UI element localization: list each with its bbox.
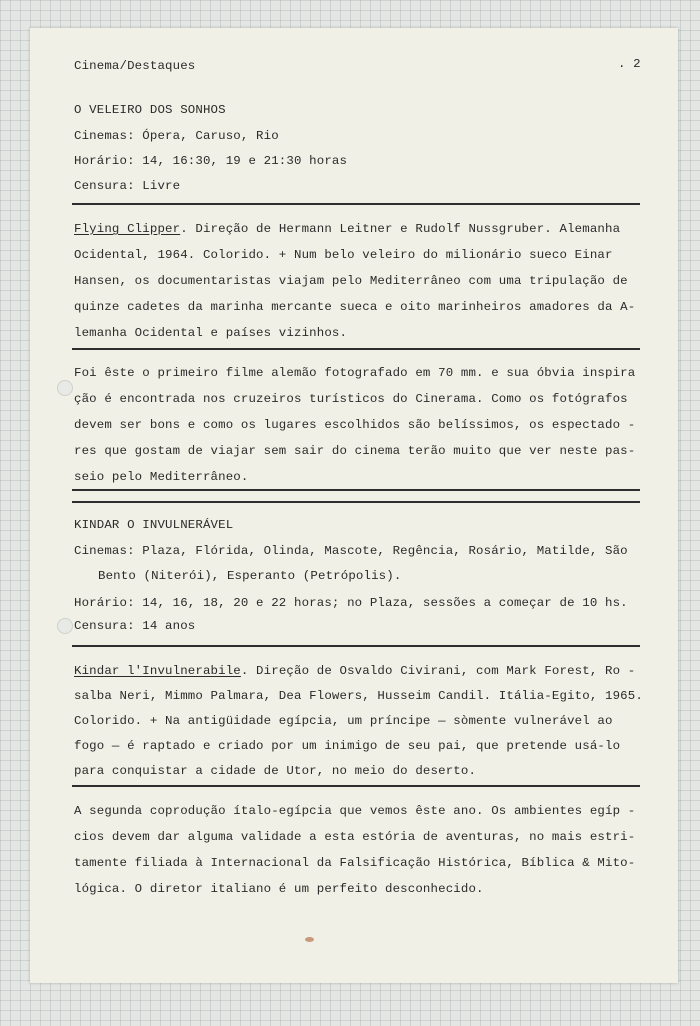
review-line: Foi êste o primeiro filme alemão fotografado em 70 mm. e sua óbvia inspira [74, 366, 636, 380]
paper-stain [305, 937, 314, 942]
synopsis-line: Hansen, os documentaristas viajam pelo Mediterrâneo com uma tripulação de [74, 274, 628, 288]
synopsis-text: . Direção de Osvaldo Civirani, com Mark Forest, Ro - [240, 664, 636, 678]
divider-rule [72, 785, 640, 787]
cinemas-line: Cinemas: Ópera, Caruso, Rio [74, 129, 279, 143]
review-line: lógica. O diretor italiano é um perfeito desconhecido. [74, 882, 484, 896]
review-line: A segunda coprodução ítalo-egípcia que vemos êste ano. Os ambientes egíp - [74, 804, 636, 818]
synopsis-line: para conquistar a cidade de Utor, no meio do deserto. [74, 764, 477, 778]
synopsis-text: . Direção de Hermann Leitner e Rudolf Nussgruber. Alemanha [180, 222, 621, 236]
review-line: devem ser bons e como os lugares escolhidos são belíssimos, os espectado - [74, 418, 636, 432]
rating-line: Censura: 14 anos [74, 619, 196, 633]
punch-hole [57, 380, 73, 396]
cinemas-line: Cinemas: Plaza, Flórida, Olinda, Mascote, Regência, Rosário, Matilde, São [74, 544, 628, 558]
typewritten-page [30, 28, 678, 983]
synopsis-line: Ocidental, 1964. Colorido. + Num belo veleiro do milionário sueco Einar [74, 248, 613, 262]
review-line: cios devem dar alguma validade a esta estória de aventuras, no mais estri- [74, 830, 636, 844]
synopsis-line [74, 216, 620, 242]
rating-line: Censura: Livre [74, 179, 181, 193]
synopsis-line: Colorido. + Na antigüidade egípcia, um príncipe — sòmente vulnerável ao [74, 714, 613, 728]
divider-rule [72, 501, 640, 503]
synopsis-line [74, 658, 635, 684]
film-title: KINDAR O INVULNERÁVEL [74, 518, 234, 532]
synopsis-line: lemanha Ocidental e países vizinhos. [74, 326, 348, 340]
cinemas-line: Bento (Niterói), Esperanto (Petrópolis). [98, 569, 402, 583]
film-title: O VELEIRO DOS SONHOS [74, 103, 226, 117]
page-number: . 2 [618, 57, 641, 71]
divider-rule [72, 348, 640, 350]
punch-hole [57, 618, 73, 634]
schedule-line: Horário: 14, 16, 18, 20 e 22 horas; no Plaza, sessões a começar de 10 hs. [74, 596, 628, 610]
original-title: Flying Clipper [74, 222, 181, 236]
synopsis-line: quinze cadetes da marinha mercante sueca e oito marinheiros amadores da A- [74, 300, 636, 314]
divider-rule [72, 489, 640, 491]
synopsis-line: fogo — é raptado e criado por um inimigo de seu pai, que pretende usá-lo [74, 739, 621, 753]
divider-rule [72, 645, 640, 647]
review-line: ção é encontrada nos cruzeiros turísticos do Cinerama. Como os fotógrafos [74, 392, 628, 406]
schedule-line: Horário: 14, 16:30, 19 e 21:30 horas [74, 154, 348, 168]
section-heading: Cinema/Destaques [74, 59, 196, 73]
review-line: seio pelo Mediterrâneo. [74, 470, 249, 484]
divider-rule [72, 203, 640, 205]
original-title: Kindar l'Invulnerabile [74, 664, 241, 678]
review-line: tamente filiada à Internacional da Falsificação Histórica, Bíblica & Mito- [74, 856, 636, 870]
synopsis-line: salba Neri, Mimmo Palmara, Dea Flowers, Husseim Candil. Itália-Egito, 1965. [74, 689, 643, 703]
review-line: res que gostam de viajar sem sair do cinema terão muito que ver neste pas- [74, 444, 636, 458]
